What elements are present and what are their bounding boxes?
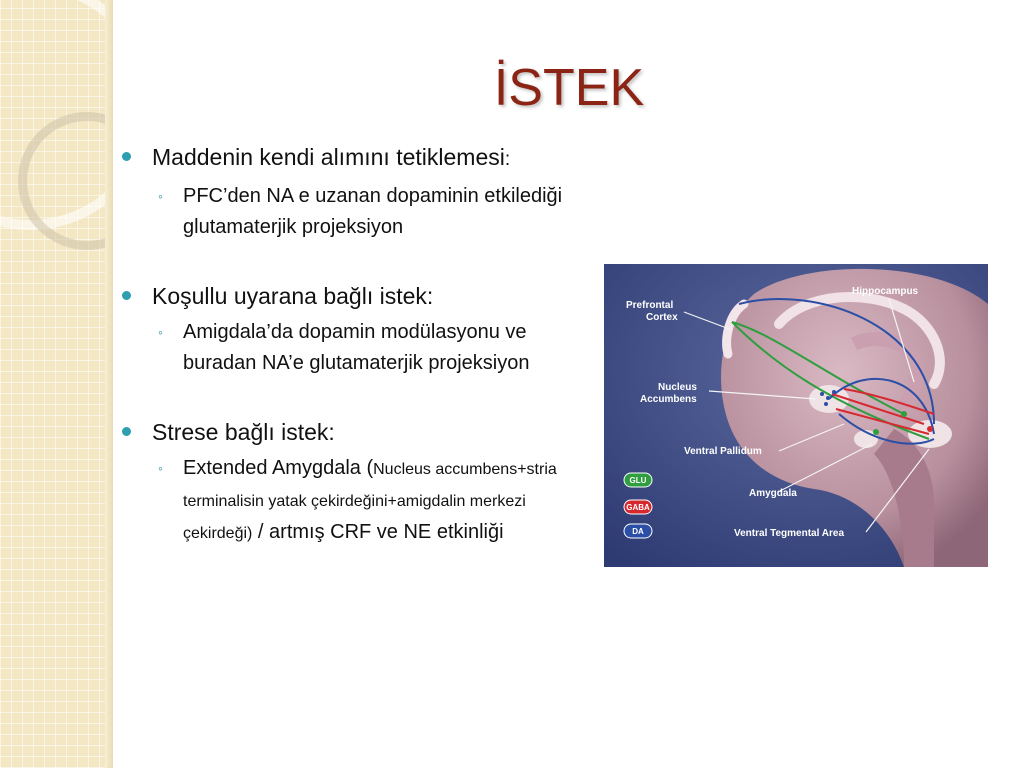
bullet-item bbox=[120, 140, 570, 177]
sub-bullet-text-c: / artmış CRF ve NE etkinliği bbox=[252, 521, 504, 543]
sub-bullet-circle-icon: ◦ bbox=[158, 188, 163, 204]
bullet-dot-icon bbox=[122, 291, 131, 300]
sub-bullet-text: PFC’den NA e uzanan dopaminin etkilediği glutamaterjik projeksiyon bbox=[183, 185, 563, 238]
bullet-text: Strese bağlı istek: bbox=[152, 419, 335, 445]
label-nucleus-line2: Accumbens bbox=[640, 394, 697, 405]
legend-gaba-label: GABA bbox=[626, 503, 650, 512]
brain-reward-circuit-figure bbox=[604, 264, 988, 567]
bullet-section-3 bbox=[120, 415, 570, 549]
bullet-text: Maddenin kendi alımını tetiklemesi bbox=[152, 144, 505, 170]
bullet-section-1 bbox=[120, 140, 570, 243]
label-ventral-pallidum: Ventral Pallidum bbox=[684, 446, 762, 457]
label-vta: Ventral Tegmental Area bbox=[734, 528, 845, 539]
brain-diagram bbox=[604, 264, 988, 567]
sub-bullet-text-b: Nucleus accumbens+stria terminalisin yatak çekirdeğini+amigdalin merkezi çekirdeği) bbox=[183, 461, 557, 542]
decorative-side-panel bbox=[0, 0, 113, 768]
legend-glu-label: GLU bbox=[629, 476, 647, 485]
bullet-section-2 bbox=[120, 279, 570, 379]
label-hippocampus: Hippocampus bbox=[852, 286, 919, 297]
sub-bullet-text: Amigdala’da dopamin modülasyonu ve buradan NA’e glutamaterjik projeksiyon bbox=[183, 321, 530, 374]
legend bbox=[624, 473, 652, 538]
label-nucleus-line1: Nucleus bbox=[658, 382, 697, 393]
slide-content bbox=[120, 140, 570, 585]
sub-bullet-circle-icon: ◦ bbox=[158, 460, 163, 476]
label-amygdala: Amygdala bbox=[749, 488, 797, 499]
sub-bullet-circle-icon: ◦ bbox=[158, 324, 163, 340]
sub-bullet-item bbox=[120, 453, 570, 549]
bullet-dot-icon bbox=[122, 152, 131, 161]
sub-bullet-text-a: Extended Amygdala ( bbox=[183, 457, 374, 479]
bullet-dot-icon bbox=[122, 427, 131, 436]
label-prefrontal-line2: Cortex bbox=[646, 312, 678, 323]
sub-bullet-item bbox=[120, 181, 570, 243]
bullet-text: Koşullu uyarana bağlı istek: bbox=[152, 283, 434, 309]
legend-da-label: DA bbox=[632, 527, 644, 536]
slide-title: İSTEK bbox=[493, 59, 645, 117]
bullet-item bbox=[120, 415, 570, 449]
bullet-colon: : bbox=[504, 149, 511, 170]
sub-bullet-item bbox=[120, 317, 570, 379]
bullet-item bbox=[120, 279, 570, 313]
label-prefrontal-line1: Prefrontal bbox=[626, 300, 674, 311]
